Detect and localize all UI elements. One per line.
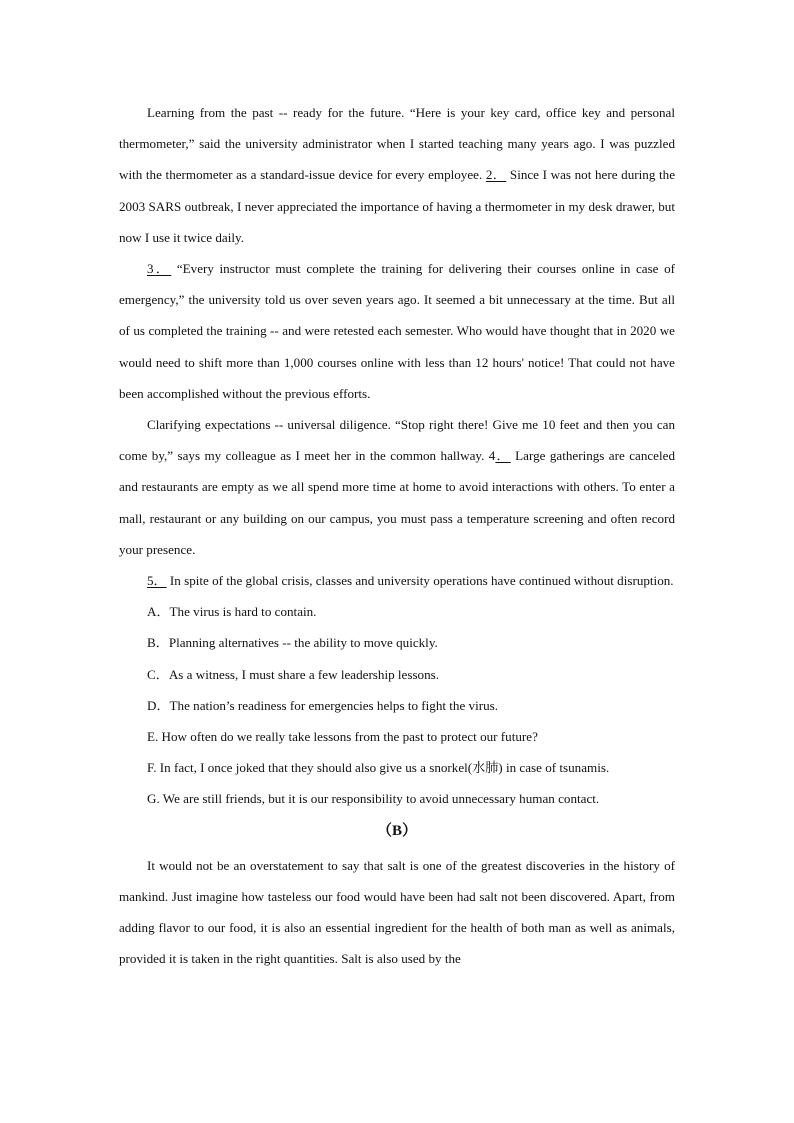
option-g: G. We are still friends, but it is our responsibility to avoid unnecessary human contact. xyxy=(147,791,600,807)
paragraph-text: Since I was not here during the 2003 SARS outbreak, I never appreciated the importance of having a thermometer in my desk drawer, but now I use it twice daily. xyxy=(119,167,676,245)
passage-paragraph-4 xyxy=(119,565,675,596)
answer-blank-5: 5． xyxy=(147,573,167,589)
option-b: B．Planning alternatives -- the ability to move quickly. xyxy=(147,635,438,651)
passage-paragraph-1 xyxy=(119,97,675,253)
section-b-heading: （B） xyxy=(376,822,417,839)
answer-blank-3: 3． xyxy=(147,261,172,277)
paragraph-text: Clarifying expectations -- universal diligence. “Stop right there! Give me 10 feet and then you can come by,” says my colleague as I meet her in the common hallway. 4 xyxy=(119,417,675,464)
answer-blank-2: 2． xyxy=(485,167,507,183)
passage-paragraph-3 xyxy=(119,409,675,565)
paragraph-text: Large gatherings are canceled and restaurants are empty as we all spend more time at home to avoid interactions with others. To enter a mall, restaurant or any building on our campus, you must pass a temperature screening and often record your presence. xyxy=(119,448,675,557)
answer-blank-4: ． xyxy=(495,448,511,464)
option-d: D．The nation’s readiness for emergencies helps to fight the virus. xyxy=(147,697,499,713)
passage-paragraph-2 xyxy=(119,253,675,409)
option-a: A．The virus is hard to contain. xyxy=(147,604,317,620)
paragraph-text: Learning from the past -- ready for the future. “Here is your key card, office key and personal thermometer,” said the university administrator when I started teaching many years ago. I was puzzled with the thermometer as a standard-issue device for every employee. xyxy=(119,105,675,183)
section-b-paragraph-1: It would not be an overstatement to say that salt is one of the greatest discoveries in the history of mankind. Just imagine how tasteless our food would have been had salt not been discovered. Apart, from adding flavor to our food, it is also an essential ingredient for the health of both man as well as animals, provided it is taken in the right quantities. Salt is also used by the xyxy=(119,857,675,967)
paragraph-text: “Every instructor must complete the training for delivering their courses online in case of emergency,” the university told us over seven years ago. It seemed a bit unnecessary at the time. But all of us completed the training -- and were retested each semester. Who would have thought that in 2020 we would need to shift more than 1,000 courses online with less than 12 hours' notice! That could not have been accomplished without the previous efforts. xyxy=(119,261,675,401)
option-c: C．As a witness, I must share a few leadership lessons. xyxy=(147,666,440,682)
paragraph-text: In spite of the global crisis, classes and university operations have continued without disruption. xyxy=(166,573,674,589)
options-list xyxy=(119,596,675,814)
document-page xyxy=(119,97,675,974)
option-e: E. How often do we really take lessons from the past to protect our future? xyxy=(147,729,538,745)
option-f: F. In fact, I once joked that they should also give us a snorkel(水肺) in case of tsunamis. xyxy=(147,760,610,776)
